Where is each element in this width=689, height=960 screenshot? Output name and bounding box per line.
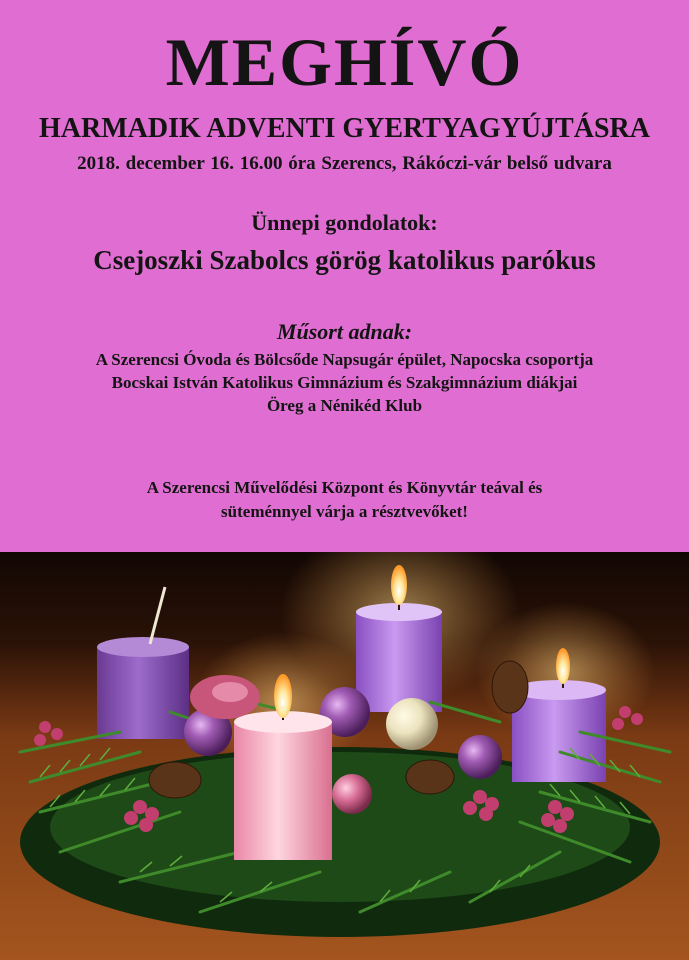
- invitation-subtitle: HARMADIK ADVENTI GYERTYAGYÚJTÁSRA: [39, 113, 650, 144]
- closing-line: süteménnyel várja a résztvevőket!: [221, 502, 468, 521]
- purple-ornament: [458, 735, 502, 779]
- performer-line: A Szerencsi Óvoda és Bölcsőde Napsugár épület, Napocska csoportja: [95, 350, 594, 369]
- pink-ornament: [332, 774, 372, 814]
- event-date-location: 2018. december 16. 16.00 óra Szerencs, Rákóczi-vár belső udvara: [77, 153, 612, 174]
- performer-line: Bocskai István Katolikus Gimnázium és Szakgimnázium diákjai: [111, 373, 578, 392]
- thoughts-heading: Ünnepi gondolatok:: [251, 210, 438, 235]
- invitation-title: MEGHÍVÓ: [165, 24, 524, 100]
- closing-line: A Szerencsi Művelődési Központ és Könyvtár teával és: [146, 478, 543, 497]
- speaker-name: Csejoszki Szabolcs görög katolikus parókus: [93, 245, 596, 275]
- flame-icon: [556, 648, 570, 684]
- pink-decoration: [212, 682, 248, 702]
- program-heading: Műsort adnak:: [276, 319, 413, 344]
- advent-wreath-photo: [0, 552, 689, 960]
- flame-icon: [274, 674, 292, 718]
- flame-icon: [391, 565, 407, 605]
- cream-ornament: [386, 698, 438, 750]
- performer-line: Öreg a Nénikéd Klub: [266, 396, 423, 415]
